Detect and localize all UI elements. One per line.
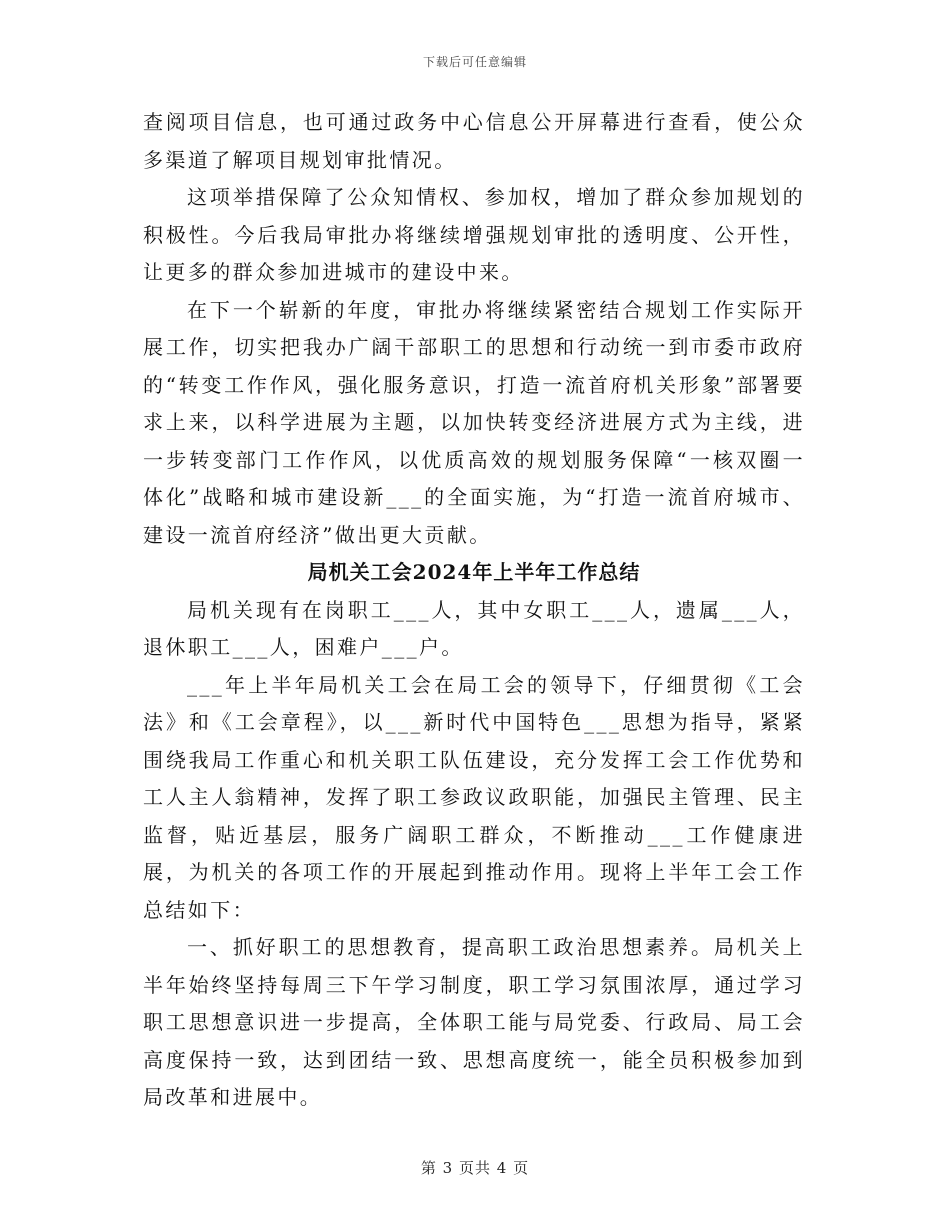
paragraph-next-year: 在下一个崭新的年度，审批办将继续紧密结合规划工作实际开展工作，切实把我办广阔干部职工的思想和行动统一到市委市政府的“转变工作作风，强化服务意识，打造一流首府机关形象”部署要求上来，以科学进展为主题，以加快转变经济进展方式为主线，进一步转变部门工作作风，以优质高效的规划服务保障“一核双圈一体化”战略和城市建设新___的全面实施，为“打造一流首府城市、建设一流首府经济”做出更大贡献。 (143, 297, 805, 547)
paragraph-continuation: 查阅项目信息，也可通过政务中心信息公开屏幕进行查看，使公众多渠道了解项目规划审批情况。 (143, 110, 805, 172)
paragraph-public-participation: 这项举措保障了公众知情权、参加权，增加了群众参加规划的积极性。今后我局审批办将继续增强规划审批的透明度、公开性，让更多的群众参加进城市的建设中来。 (143, 185, 805, 284)
paragraph-staff-count: 局机关现有在岗职工___人，其中女职工___人，遗属___人，退休职工___人，困难户___户。 (143, 597, 805, 659)
paragraph-item-one: 一、抓好职工的思想教育，提高职工政治思想素养。局机关上半年始终坚持每周三下午学习制度，职工学习氛围浓厚，通过学习职工思想意识进一步提高，全体职工能与局党委、行政局、局工会高度保持一致，达到团结一致、思想高度统一，能全员积极参加到局改革和进展中。 (143, 935, 805, 1109)
paragraph-overview: ___年上半年局机关工会在局工会的领导下，仔细贯彻《工会法》和《工会章程》，以___新时代中国特色___思想为指导，紧紧围绕我局工作重心和机关职工队伍建设，充分发挥工会工作优势和工人主人翁精神，发挥了职工参政议政职能，加强民主管理、民主监督，贴近基层，服务广阔职工群众，不断推动___工作健康进展，为机关的各项工作的开展起到推动作用。现将上半年工会工作总结如下： (143, 672, 805, 922)
section-title: 局机关工会2024年上半年工作总结 (307, 560, 641, 584)
document-body (143, 104, 805, 1117)
page-header: 下载后可任意编辑 (422, 55, 527, 69)
page-footer: 第 3 页共 4 页 (420, 1159, 530, 1177)
